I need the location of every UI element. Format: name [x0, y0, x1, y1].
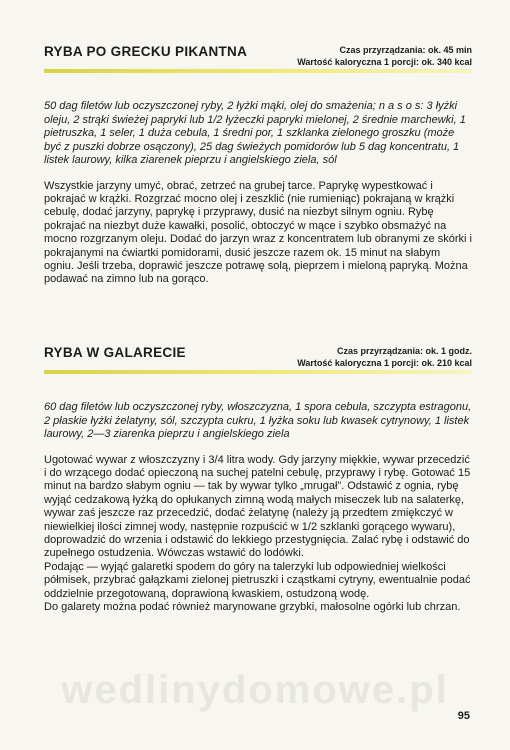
recipe-meta	[297, 44, 472, 68]
header-rule	[44, 69, 472, 73]
calories: Wartość kaloryczna 1 porcji: ok. 210 kcal	[297, 358, 472, 368]
ingredients-list: 50 dag filetów lub oczyszczonej ryby, 2 łyżki mąki, olej do smażenia; n a s o s: 3 łyżki oleju, 2 strąki świeżej papryki lub 1/2 łyżeczki papryki mielonej, 2 średnie marchewki, 1 pietruszka, 1 seler, 1 duża cebula, 1 średni por, 1 szklanka zielonego groszku (może być z puszki dobrze osączony), 25 dag świeżych pomidorów lub 5 dag koncentratu, 1 listek laurowy, kilka ziarenek pieprzu i angielskiego ziela, sól	[44, 100, 466, 166]
recipe-header	[44, 345, 472, 375]
page-number: 95	[457, 710, 470, 722]
method-paragraph: Do galarety można podać również marynowane grzybki, małosolne ogórki lub chrzan.	[44, 600, 461, 613]
recipe-meta	[297, 345, 472, 369]
ingredients-list: 60 dag filetów lub oczyszczonej ryby, włoszczyzna, 1 spora cebula, szczypta estragonu, 2 płaskie łyżki żelatyny, sól, szczypta cukru, 1 łyżka soku lub kwasek cytrynowy, 1 listek laurowy, 2—3 ziarenka pieprzu i angielskiego ziela	[44, 401, 472, 440]
recipe-title: RYBA PO GRECKU PIKANTNA	[44, 44, 248, 59]
method-text	[44, 454, 472, 615]
watermark: wedlinydomowe.pl	[61, 668, 449, 712]
recipe-ryba-w-galarecie	[44, 345, 472, 614]
prep-time: Czas przyrządzania: ok. 45 min	[339, 45, 472, 55]
method-paragraph: Wszystkie jarzyny umyć, obrać, zetrzeć na grubej tarce. Paprykę wypestkować i pokrajać w krążki. Rozgrzać mocno olej i zeszklić (nie rumieniąc) pokrajaną w krążki cebulę, dodać jarzyny, paprykę i przyprawy, dusić na niezbyt silnym ogniu. Rybę pokrajać na niezbyt duże kawałki, posolić, obtoczyć w mące i szybko obsmażyć na mocno rozgrzanym oleju. Dodać do jarzyn wraz z koncentratem lub obranymi ze skórki i pokrajanymi na ćwiartki pomidorami, dusić jeszcze razem ok. 15 minut na słabym ogniu. Jeśli trzeba, doprawić jeszcze potrawę solą, pieprzem i mieloną papryką. Można podawać na zimno lub na gorąco.	[44, 179, 472, 286]
calories: Wartość kaloryczna 1 porcji: ok. 340 kcal	[297, 57, 472, 67]
method-text	[44, 180, 472, 287]
recipe-title: RYBA W GALARECIE	[44, 345, 186, 360]
header-rule	[44, 370, 472, 374]
method-paragraph: Podając — wyjąć galaretki spodem do góry na talerzyki lub odpowiedniej wielkości półmisek, przybrać gałązkami zielonej pietruszki i cząstkami cytryny, ewentualnie podać oddzielnie przegotowaną, doprawioną kwaskiem, ostudzoną wodę.	[44, 560, 471, 600]
prep-time: Czas przyrządzania: ok. 1 godz.	[336, 346, 472, 356]
recipe-ryba-po-grecku	[44, 44, 472, 287]
method-paragraph: Ugotować wywar z włoszczyzny i 3/4 litra wody. Gdy jarzyny miękkie, wywar przecedzić i do wrzącego dodać opieczoną na suchej patelni cebulę, przyprawy i rybę. Gotować 15 minut na bardzo słabym ogniu — tak by wywar tylko „mrugał”. Odstawić z ognia, rybę wyjąć cedzakową łyżką do opłukanych zimną wodą małych miseczek lub na salaterkę, wywar zaś jeszcze raz przecedzić, dodać żelatynę (należy ją przedtem zmiękczyć w niewielkiej ilości zimnej wody, następnie rozpuścić w 1/2 szklanki gorącego wywaru), doprowadzić do wrzenia i odstawić do lekkiego przestygnięcia. Zalać rybę i odstawić do zupełnego ostudzenia. Wówczas wstawić do lodówki.	[44, 453, 471, 560]
recipe-header	[44, 44, 472, 74]
